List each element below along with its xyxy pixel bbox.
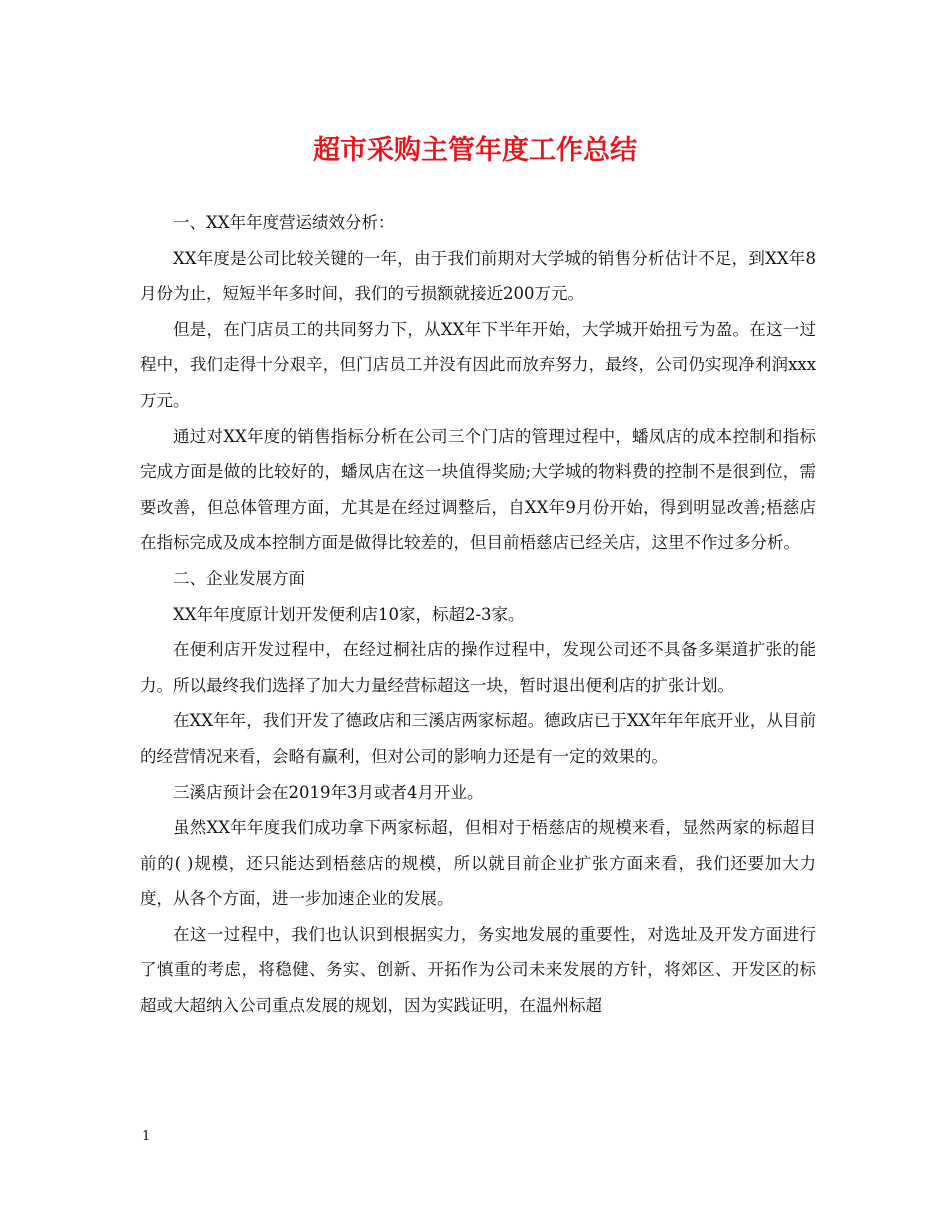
document-title: 超市采购主管年度工作总结 [313, 135, 637, 166]
body-paragraph: 在这一过程中，我们也认识到根据实力，务实地发展的重要性，对选址及开发方面进行了慎重的考虑，将稳健、务实、创新、开拓作为公司未来发展的方针，将郊区、开发区的标超或大超纳入公司重点发展的规划，因为实践证明，在温州标超 [140, 924, 816, 1016]
body-paragraph: 在XX年年，我们开发了德政店和三溪店两家标超。德政店已于XX年年年底开业，从目前的经营情况来看，会略有赢利，但对公司的影响力还是有一定的效果的。 [140, 711, 816, 766]
body-paragraph: XX年年度原计划开发便利店10家，标超2-3家。 [173, 604, 525, 624]
body-paragraph: 但是，在门店员工的共同努力下，从XX年下半年开始，大学城开始扭亏为盈。在这一过程中，我们走得十分艰辛，但门店员工并没有因此而放弃努力，最终，公司仍实现净利润xxx万元。 [140, 319, 816, 410]
document-body [140, 205, 816, 1024]
body-paragraph: 在便利店开发过程中，在经过桐社店的操作过程中，发现公司还不具备多渠道扩张的能力。所以最终我们选择了加大力量经营标超这一块，暂时退出便利店的扩张计划。 [140, 640, 816, 695]
body-paragraph: 三溪店预计会在2019年3月或者4月开业。 [173, 782, 484, 802]
body-paragraph: XX年度是公司比较关键的一年，由于我们前期对大学城的销售分析估计不足，到XX年8月份为止，短短半年多时间，我们的亏损额就接近200万元。 [140, 248, 816, 304]
body-paragraph: 虽然XX年年度我们成功拿下两家标超，但相对于梧慈店的规模来看，显然两家的标超目前的( )规模，还只能达到梧慈店的规模，所以就目前企业扩张方面来看，我们还要加大力度，从各个方面，进一步加速企业的发展。 [140, 818, 816, 909]
body-paragraph: 通过对XX年度的销售指标分析在公司三个门店的管理过程中，蟠凤店的成本控制和指标完成方面是做的比较好的，蟠凤店在这一块值得奖励;大学城的物料费的控制不是很到位，需要改善，但总体管理方面，尤其是在经过调整后，自XX年9月份开始，得到明显改善;梧慈店在指标完成及成本控制方面是做得比较差的，但目前梧慈店已经关店，这里不作过多分析。 [140, 426, 816, 553]
section-heading-development: 二、企业发展方面 [173, 568, 305, 588]
page-number: 1 [142, 1129, 151, 1144]
section-heading-performance: 一、XX年年度营运绩效分析： [173, 213, 395, 232]
